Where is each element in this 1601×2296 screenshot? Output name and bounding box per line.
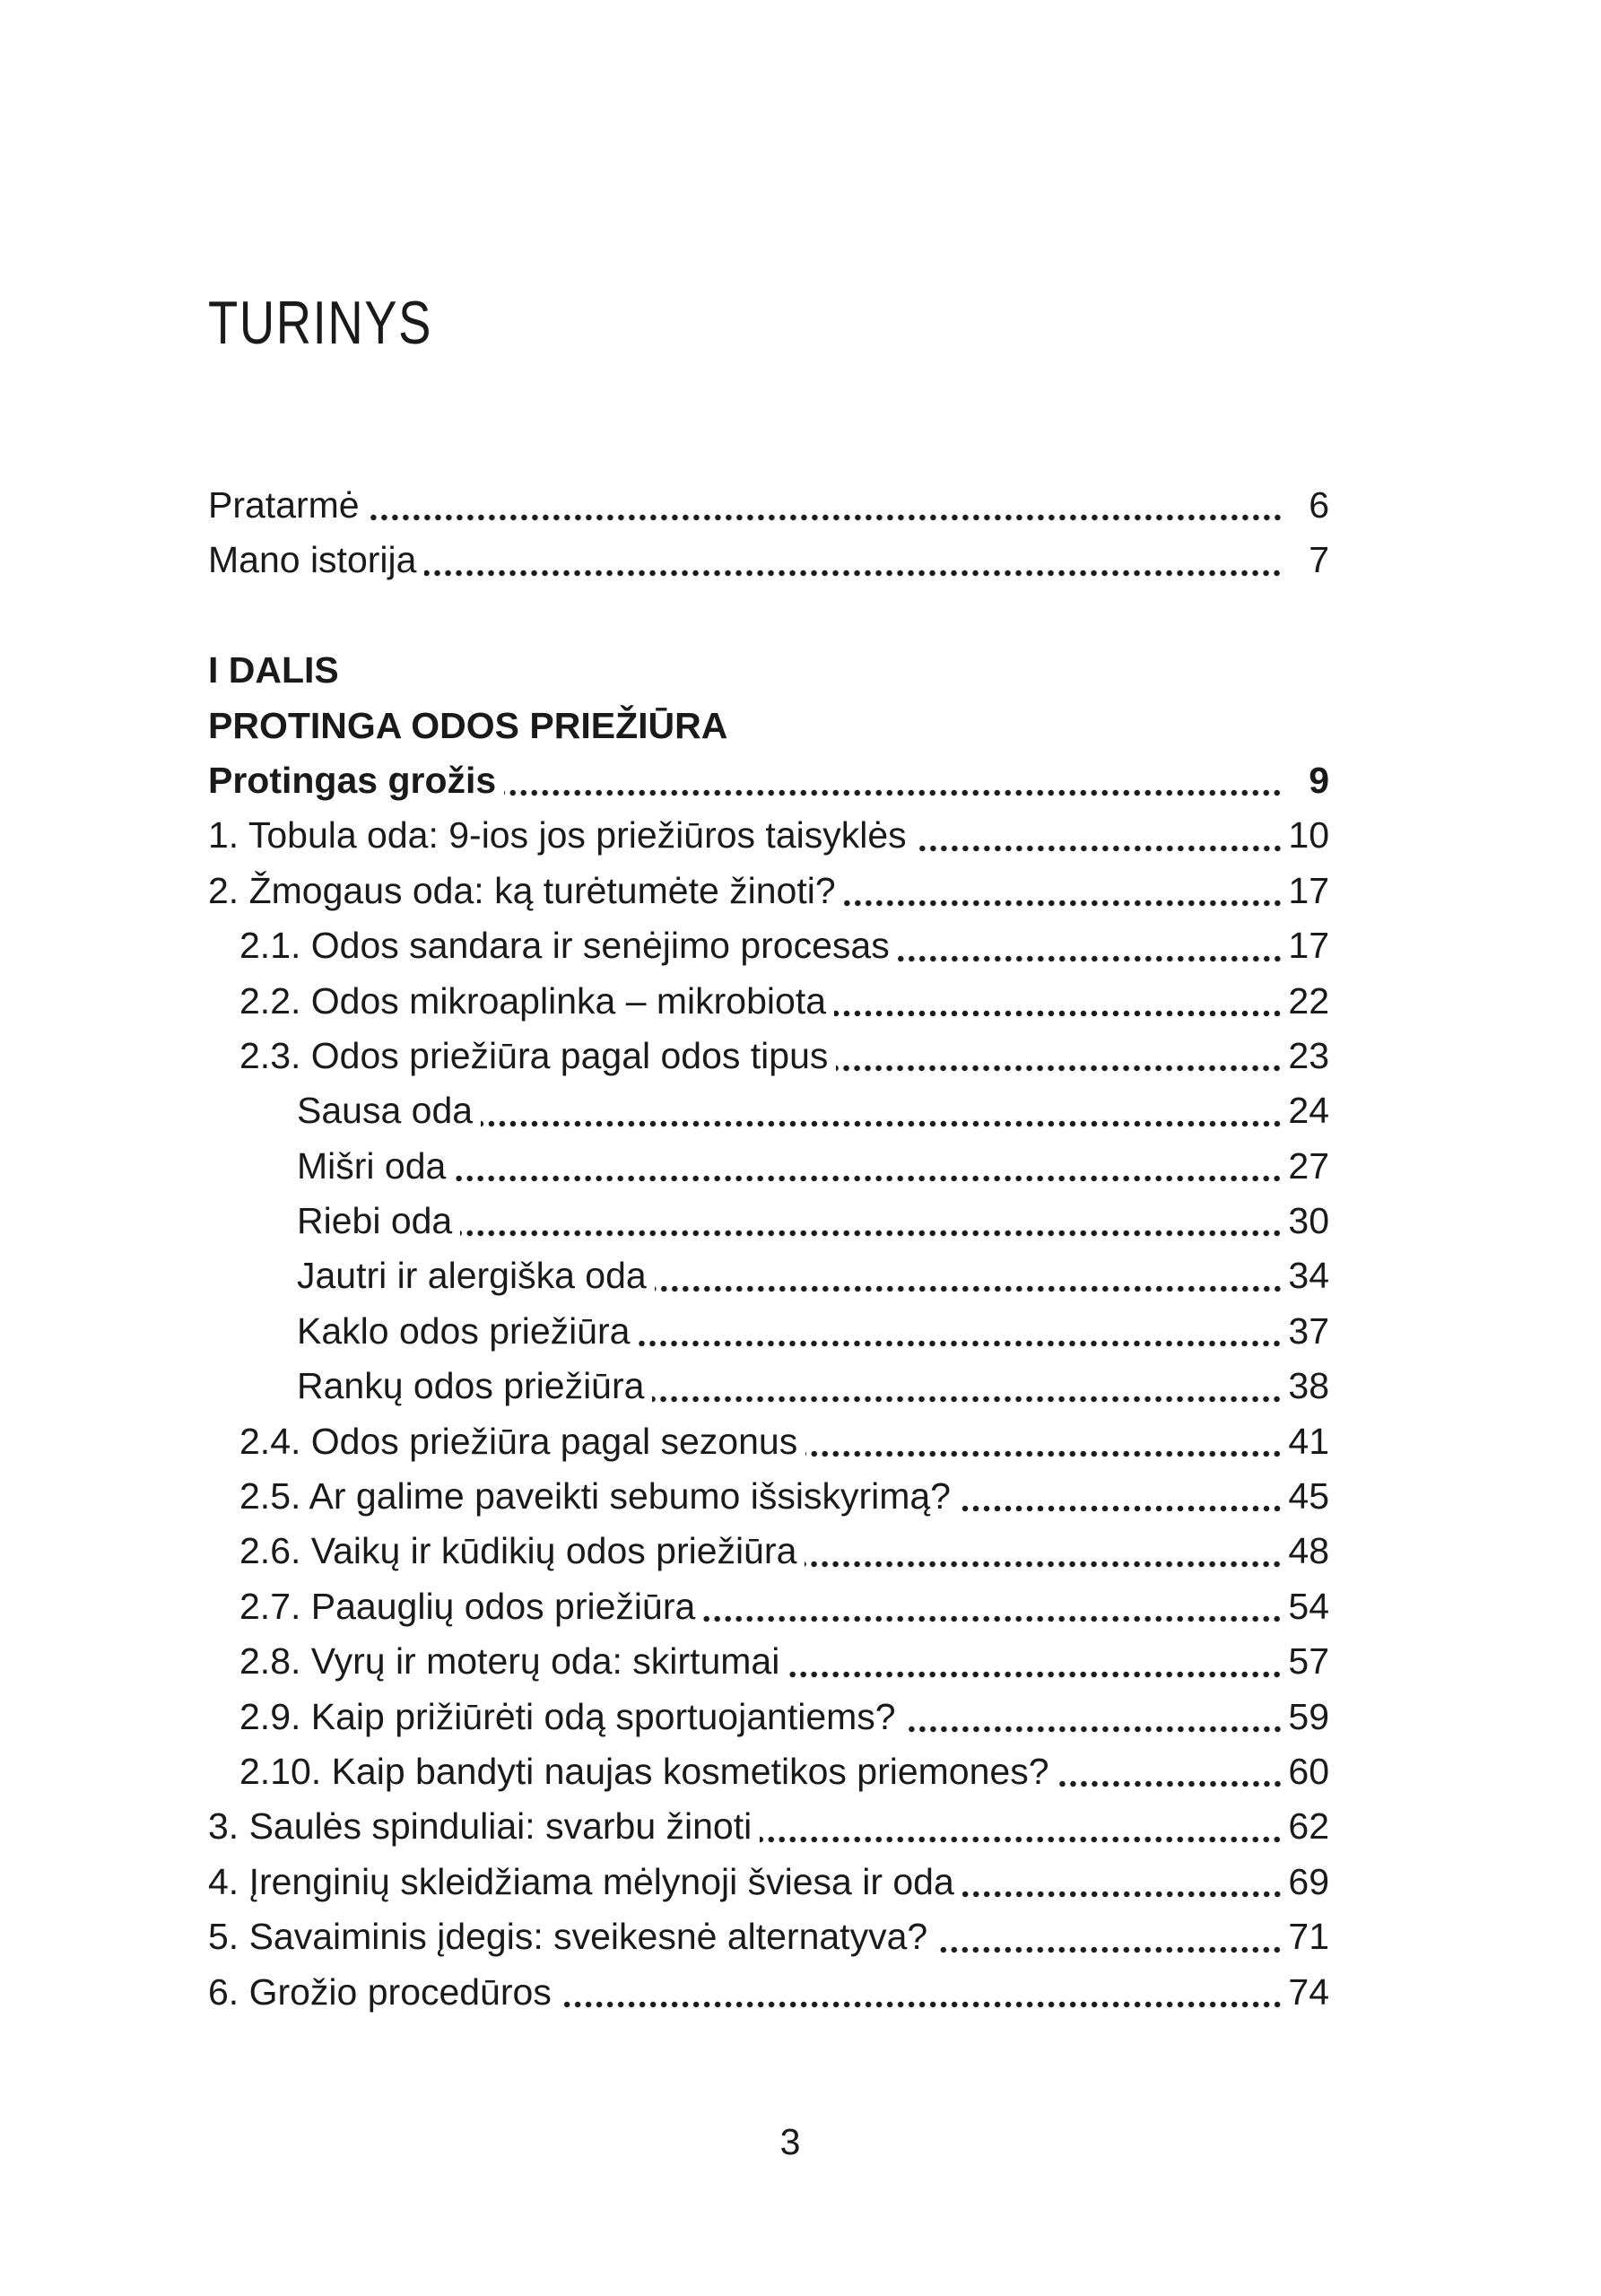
toc-leader-dots <box>703 1579 1283 1634</box>
toc-entry-label: 2.5. Ar galime paveikti sebumo išsiskyrimą? <box>239 1475 951 1518</box>
toc-entry-label: 2.7. Paauglių odos priežiūra <box>239 1585 696 1627</box>
toc-entry <box>208 1524 1329 1578</box>
toc-entry-label: Protingas grožis <box>208 759 497 801</box>
toc-list <box>208 478 1329 2020</box>
toc-leader-dots <box>638 1304 1283 1359</box>
toc-entry-page: 41 <box>1288 1420 1329 1462</box>
toc-entry <box>208 1139 1329 1194</box>
toc-leader-dots <box>481 1083 1283 1138</box>
toc-entry-label: I DALIS <box>208 649 339 691</box>
toc-entry-page: 48 <box>1288 1530 1329 1572</box>
toc-entry-label: Mišri oda <box>297 1144 447 1187</box>
toc-entry <box>208 1414 1329 1469</box>
toc-leader-dots <box>504 753 1283 808</box>
toc-entry-page: 34 <box>1288 1255 1329 1297</box>
toc-entry <box>208 1469 1329 1524</box>
toc-entry-page: 27 <box>1288 1144 1329 1187</box>
toc-leader-dots <box>844 864 1283 918</box>
toc-entry <box>208 918 1329 973</box>
toc-entry-page: 17 <box>1288 869 1329 911</box>
toc-entry-label: 2.2. Odos mikroaplinka – mikrobiota <box>239 979 827 1022</box>
toc-entry <box>208 1579 1329 1634</box>
toc-entry-label: 6. Grožio procedūros <box>208 1970 552 2013</box>
toc-entry-label: 4. Įrenginių skleidžiama mėlynoji šviesa ir oda <box>208 1860 954 1902</box>
toc-entry-page: 57 <box>1288 1640 1329 1683</box>
toc-entry-page: 23 <box>1288 1034 1329 1076</box>
toc-leader-dots <box>836 1029 1283 1083</box>
toc-entry-page: 45 <box>1288 1475 1329 1518</box>
toc-entry <box>208 1248 1329 1303</box>
toc-leader-dots <box>962 1855 1283 1909</box>
toc-entry-label: Pratarmė <box>208 484 360 526</box>
toc-entry-page: 24 <box>1288 1090 1329 1132</box>
toc-leader-dots <box>655 1248 1283 1303</box>
toc-entry-label: Jautri ir alergiška oda <box>297 1255 647 1297</box>
toc-leader-dots <box>760 1799 1283 1854</box>
toc-entry <box>208 1029 1329 1083</box>
toc-entry <box>208 643 1329 698</box>
toc-entry-page: 71 <box>1288 1916 1329 1958</box>
toc-entry <box>208 1359 1329 1413</box>
toc-entry <box>208 1690 1329 1744</box>
toc-leader-dots <box>805 1524 1283 1578</box>
page-title: TURINYS <box>208 289 432 357</box>
toc-entry-page: 17 <box>1288 925 1329 967</box>
toc-leader-dots <box>787 1634 1283 1689</box>
toc-entry-page: 37 <box>1288 1309 1329 1352</box>
toc-entry-label: 2.8. Vyrų ir moterų oda: skirtumai <box>239 1640 780 1683</box>
toc-entry-label: 2.3. Odos priežiūra pagal odos tipus <box>239 1034 829 1076</box>
toc-entry-page: 69 <box>1288 1860 1329 1902</box>
toc-entry-page: 62 <box>1288 1805 1329 1848</box>
toc-entry-page: 59 <box>1288 1695 1329 1737</box>
toc-entry-page: 10 <box>1288 814 1329 857</box>
toc-entry <box>208 1965 1329 2020</box>
toc-leader-dots <box>460 1194 1283 1248</box>
toc-entry-label: 2.4. Odos priežiūra pagal sezonus <box>239 1420 798 1462</box>
toc-entry <box>208 974 1329 1029</box>
toc-entry-label: 2.6. Vaikų ir kūdikių odos priežiūra <box>239 1530 797 1572</box>
toc-leader-dots <box>805 1414 1283 1469</box>
toc-leader-dots <box>935 1909 1283 1964</box>
toc-entry <box>208 1304 1329 1359</box>
toc-entry-page: 9 <box>1309 759 1329 801</box>
toc-entry <box>208 864 1329 918</box>
toc-entry <box>208 478 1329 533</box>
toc-leader-dots <box>560 1965 1283 2020</box>
toc-entry-page: 6 <box>1309 484 1329 526</box>
toc-entry-label: Riebi oda <box>297 1200 453 1242</box>
toc-entry <box>208 808 1329 863</box>
toc-entry <box>208 1909 1329 1964</box>
toc-entry-label: 2.9. Kaip prižiūrėti odą sportuojantiems? <box>239 1695 896 1737</box>
toc-entry-page: 22 <box>1288 979 1329 1022</box>
toc-leader-dots <box>424 533 1283 587</box>
toc-entry <box>208 699 1329 753</box>
toc-leader-dots <box>454 1139 1283 1194</box>
toc-entry-label: 5. Savaiminis įdegis: sveikesnė alternatyva? <box>208 1916 928 1958</box>
toc-leader-dots <box>959 1469 1283 1524</box>
toc-entry <box>208 1855 1329 1909</box>
toc-entry <box>208 753 1329 808</box>
toc-entry <box>208 1194 1329 1248</box>
toc-entry-label: Sausa oda <box>297 1090 474 1132</box>
toc-leader-dots <box>898 918 1283 973</box>
toc-entry-page: 7 <box>1309 539 1329 581</box>
content-column <box>208 0 1329 2170</box>
toc-entry-label: 2.10. Kaip bandyti naujas kosmetikos priemones? <box>239 1750 1049 1792</box>
toc-leader-dots <box>915 808 1283 863</box>
toc-leader-dots <box>1057 1744 1283 1799</box>
toc-entry-page: 30 <box>1288 1200 1329 1242</box>
toc-entry <box>208 1744 1329 1799</box>
toc-entry-label: 1. Tobula oda: 9-ios jos priežiūros taisyklės <box>208 814 907 857</box>
footer-page-number: 3 <box>779 2120 801 2162</box>
toc-leader-dots <box>904 1690 1283 1744</box>
toc-entry <box>208 1799 1329 1854</box>
toc-entry-page: 38 <box>1288 1365 1329 1407</box>
toc-entry-label: Rankų odos priežiūra <box>297 1365 645 1407</box>
toc-leader-dots <box>368 478 1283 533</box>
toc-entry-label: PROTINGA ODOS PRIEŽIŪRA <box>208 704 728 746</box>
toc-leader-dots <box>652 1359 1283 1413</box>
toc-entry-label: Mano istorija <box>208 539 417 581</box>
toc-entry <box>208 1083 1329 1138</box>
toc-entry-label: 2.1. Odos sandara ir senėjimo procesas <box>239 925 890 967</box>
toc-entry-page: 60 <box>1288 1750 1329 1792</box>
toc-entry <box>208 1634 1329 1689</box>
toc-entry <box>208 533 1329 587</box>
toc-entry-label: 2. Žmogaus oda: ką turėtumėte žinoti? <box>208 869 836 911</box>
toc-leader-dots <box>834 974 1283 1029</box>
toc-entry-page: 74 <box>1288 1970 1329 2013</box>
toc-entry-label: 3. Saulės spinduliai: svarbu žinoti <box>208 1805 753 1848</box>
toc-entry-label: Kaklo odos priežiūra <box>297 1309 631 1352</box>
toc-entry-page: 54 <box>1288 1585 1329 1627</box>
